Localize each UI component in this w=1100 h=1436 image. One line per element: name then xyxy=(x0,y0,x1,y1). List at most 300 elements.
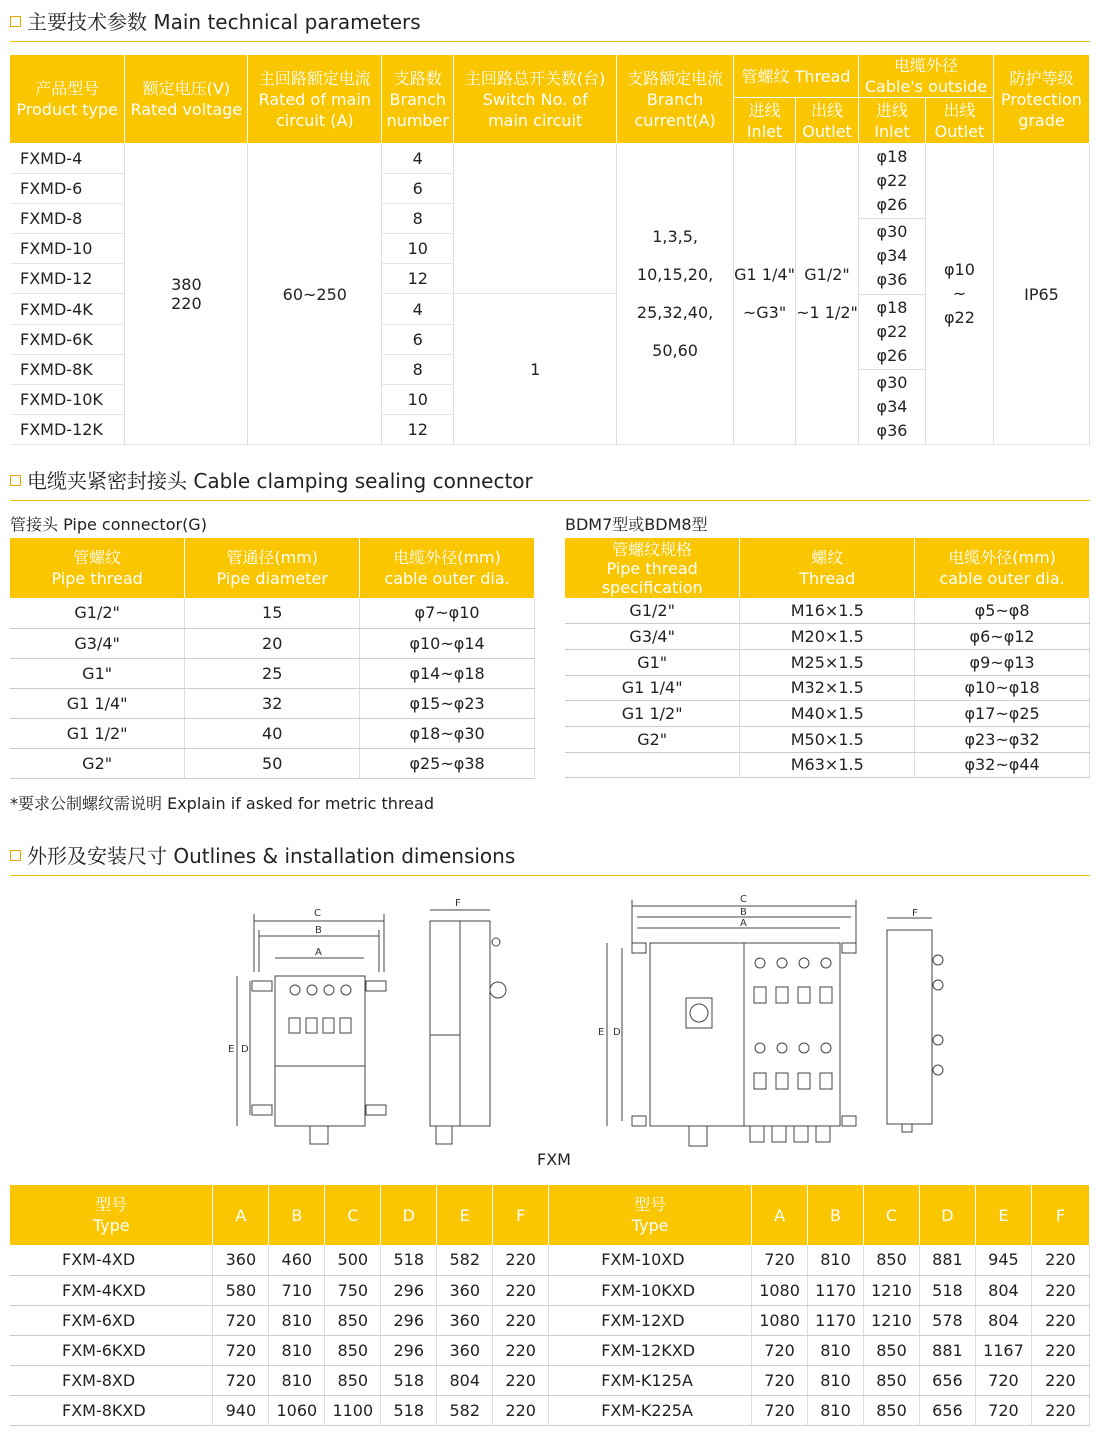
table-cell: 804 xyxy=(437,1365,493,1395)
table-cell: 220 xyxy=(493,1245,549,1275)
table-cell: φ14~φ18 xyxy=(360,658,535,688)
cable-size: φ34 xyxy=(876,396,908,416)
cable-inlet-group xyxy=(859,144,925,219)
table-cell: G1/2" xyxy=(565,598,740,624)
cable-size: φ36 xyxy=(876,270,908,290)
table-cell: 850 xyxy=(325,1365,381,1395)
header-text: Outlet xyxy=(802,121,852,141)
dim-header-col: B xyxy=(808,1185,864,1245)
section-title-tech-text: 主要技术参数 Main technical parameters xyxy=(27,10,421,34)
enclosure-side xyxy=(887,930,932,1124)
gland-icon xyxy=(436,1126,452,1144)
dim-label-e: E xyxy=(228,1044,235,1055)
table-cell-type: FXM-8XD xyxy=(10,1365,213,1395)
breaker-icon xyxy=(798,987,810,1003)
section-title-cable xyxy=(10,465,533,494)
table-cell: 582 xyxy=(437,1395,493,1425)
pipe-caption: 管接头 Pipe connector(G) xyxy=(10,515,207,534)
table-cell: G2" xyxy=(565,726,740,752)
table-cell-type: FXMD-10K xyxy=(10,385,125,415)
header-cable-outlet xyxy=(925,98,993,144)
header-text: Pipe diameter xyxy=(216,569,328,588)
dim-label-e: E xyxy=(598,1027,605,1038)
table-row xyxy=(10,688,535,718)
header-text: 电缆外径 xyxy=(893,56,958,75)
table-cell: 656 xyxy=(919,1365,975,1395)
pipe-connector-table xyxy=(10,538,535,779)
breaker-icon xyxy=(754,1073,766,1089)
header-text: Inlet xyxy=(746,121,783,141)
table-cell: 810 xyxy=(269,1305,325,1335)
table-cell-branch: 10 xyxy=(382,234,454,264)
table-cell: M25×1.5 xyxy=(740,649,915,675)
gland-icon xyxy=(794,1126,808,1142)
table-cell: 25 xyxy=(185,658,360,688)
table-row xyxy=(10,658,535,688)
table-cell: 518 xyxy=(381,1365,437,1395)
table-cell: 1100 xyxy=(325,1395,381,1425)
dim-label-f: F xyxy=(455,898,461,909)
cable-size: φ18 xyxy=(876,297,908,317)
table-cell: 850 xyxy=(864,1335,920,1365)
table-cell: φ25~φ38 xyxy=(360,748,535,778)
indicator-icon xyxy=(821,1043,831,1053)
header-protection-grade xyxy=(993,55,1089,144)
table-cell: φ7~φ10 xyxy=(360,598,535,628)
section-title-tech xyxy=(10,6,421,35)
table-cell-type: FXM-10XD xyxy=(549,1245,752,1275)
square-bullet-icon xyxy=(10,850,21,861)
metric-note: *要求公制螺纹需说明 Explain if asked for metric thread xyxy=(10,794,434,813)
table-cell-type: FXM-10KXD xyxy=(549,1275,752,1305)
table-cell: 296 xyxy=(381,1305,437,1335)
drawing-small-front xyxy=(237,910,506,1144)
header-text: 型号 xyxy=(95,1195,128,1214)
dim-label-c: C xyxy=(314,908,321,919)
dim-labels xyxy=(228,894,918,1055)
cable-size: φ26 xyxy=(876,195,908,215)
cable-outlet-line: φ22 xyxy=(943,308,975,327)
table-cell-type: FXM-12KXD xyxy=(549,1335,752,1365)
table-cell: 500 xyxy=(325,1245,381,1275)
cell-switch: 1 xyxy=(454,294,617,445)
table-cell-branch: 4 xyxy=(382,294,454,325)
table-cell: 518 xyxy=(919,1275,975,1305)
table-cell: 881 xyxy=(919,1335,975,1365)
cell-switch-empty xyxy=(454,144,617,294)
table-cell: 720 xyxy=(213,1305,269,1335)
table-cell-type: FXMD-8 xyxy=(10,204,125,234)
table-row xyxy=(10,1365,1090,1395)
table-cell: φ6~φ12 xyxy=(915,624,1090,650)
indicator-icon xyxy=(341,985,351,995)
mount-lug xyxy=(252,981,272,991)
dimension-table xyxy=(10,1185,1090,1426)
drawing-large-front xyxy=(607,900,943,1146)
mount-lug xyxy=(632,1116,646,1126)
cable-size: φ18 xyxy=(876,147,908,167)
table-cell: φ15~φ23 xyxy=(360,688,535,718)
header-thread xyxy=(734,55,859,98)
header-text: 螺纹 xyxy=(811,548,844,567)
table-cell: 656 xyxy=(919,1395,975,1425)
dim-header-col: B xyxy=(269,1185,325,1245)
table-row xyxy=(10,598,535,628)
square-bullet-icon xyxy=(10,475,21,486)
table-cell: 220 xyxy=(1031,1395,1089,1425)
table-cell: 220 xyxy=(493,1305,549,1335)
header-text: Protection xyxy=(1000,89,1082,109)
breaker-icon xyxy=(323,1018,334,1033)
pipe-table-body xyxy=(10,598,535,778)
dim-header-type xyxy=(10,1185,213,1245)
table-cell: 720 xyxy=(752,1395,808,1425)
table-cell: G1" xyxy=(10,658,185,688)
indicator-icon xyxy=(307,985,317,995)
table-cell: 810 xyxy=(808,1245,864,1275)
breaker-icon xyxy=(820,1073,832,1089)
enclosure-front xyxy=(275,976,365,1126)
table-row xyxy=(565,675,1090,701)
table-cell: G2" xyxy=(10,748,185,778)
table-cell: 20 xyxy=(185,628,360,658)
dim-label-d: D xyxy=(613,1027,621,1038)
table-cell: 850 xyxy=(325,1305,381,1335)
table-cell: M16×1.5 xyxy=(740,598,915,624)
table-cell: 296 xyxy=(381,1335,437,1365)
table-cell: 720 xyxy=(213,1365,269,1395)
table-cell: 720 xyxy=(752,1335,808,1365)
mount-lug xyxy=(366,1105,386,1115)
table-cell: 578 xyxy=(919,1305,975,1335)
table-cell: 750 xyxy=(325,1275,381,1305)
table-row xyxy=(10,1305,1090,1335)
table-cell: 15 xyxy=(185,598,360,628)
table-cell: φ17~φ25 xyxy=(915,701,1090,727)
dim-label-f: F xyxy=(912,908,918,919)
table-cell-type: FXMD-12K xyxy=(10,415,125,445)
header-cable-outside xyxy=(859,55,994,98)
table-cell: 518 xyxy=(381,1395,437,1425)
knob-icon xyxy=(933,1035,943,1045)
gland-icon xyxy=(310,1126,328,1144)
header-text: 电缆外径(mm) xyxy=(948,548,1056,567)
table-cell: 1060 xyxy=(269,1395,325,1425)
bdm-table xyxy=(565,538,1090,778)
dim-header-type xyxy=(549,1185,752,1245)
cell-cable-inlet xyxy=(859,144,926,445)
table-cell: 850 xyxy=(325,1335,381,1365)
header-text: Switch No. of xyxy=(482,89,588,109)
cable-size: φ22 xyxy=(876,171,908,191)
table-cell: 582 xyxy=(437,1245,493,1275)
table-cell: G1 1/4" xyxy=(10,688,185,718)
header-main-current xyxy=(248,55,382,144)
gland-icon xyxy=(772,1126,786,1142)
table-cell-type: FXM-K225A xyxy=(549,1395,752,1425)
table-cell: 1170 xyxy=(808,1305,864,1335)
dim-header-col: E xyxy=(975,1185,1031,1245)
table-cell-type: FXMD-4K xyxy=(10,294,125,325)
header-text: 型号 xyxy=(634,1195,667,1214)
table-cell-type: FXM-6XD xyxy=(10,1305,213,1335)
table-cell: 1080 xyxy=(752,1275,808,1305)
table-cell-type: FXMD-6 xyxy=(10,174,125,204)
outline-drawing xyxy=(0,880,1100,1180)
indicator-icon xyxy=(777,958,787,968)
gland-icon xyxy=(816,1126,830,1142)
table-cell-branch: 12 xyxy=(382,415,454,445)
table-cell: φ9~φ13 xyxy=(915,649,1090,675)
thread-inlet-line: ~G3" xyxy=(742,303,787,322)
cell-main-current: 60~250 xyxy=(248,144,382,445)
cell-cable-outlet xyxy=(925,144,993,445)
header-text: Inlet xyxy=(874,121,910,141)
dim-label-b: B xyxy=(315,925,322,936)
section-divider xyxy=(10,41,1090,42)
table-row xyxy=(565,649,1090,675)
header-text: 进线 xyxy=(875,100,908,120)
table-cell: M32×1.5 xyxy=(740,675,915,701)
knob-icon xyxy=(490,982,506,998)
table-cell: 1210 xyxy=(864,1275,920,1305)
header-text: 管螺纹 Thread xyxy=(741,66,851,86)
header-text: cable outer dia. xyxy=(384,569,510,588)
header-text: Type xyxy=(631,1216,669,1235)
header-cable-inlet xyxy=(859,98,926,144)
table-cell: M40×1.5 xyxy=(740,701,915,727)
table-cell: 945 xyxy=(975,1245,1031,1275)
pipe-header xyxy=(10,538,185,598)
header-branch-number xyxy=(382,55,454,144)
dim-header-col: C xyxy=(864,1185,920,1245)
table-row xyxy=(565,624,1090,650)
breaker-icon xyxy=(754,987,766,1003)
table-cell-type: FXM-8KXD xyxy=(10,1395,213,1425)
table-cell: 220 xyxy=(493,1395,549,1425)
table-cell-type: FXMD-12 xyxy=(10,264,125,294)
header-text: 出线 xyxy=(811,100,844,120)
table-cell: 850 xyxy=(864,1245,920,1275)
indicator-icon xyxy=(821,958,831,968)
dim-header-col: C xyxy=(325,1185,381,1245)
knob-icon xyxy=(933,1065,943,1075)
dim-label-c: C xyxy=(740,894,747,905)
section-divider xyxy=(10,875,1090,876)
cell-thread-outlet xyxy=(796,144,859,445)
dimension-table-body xyxy=(10,1245,1090,1425)
indicator-icon xyxy=(777,1043,787,1053)
header-text: cable outer dia. xyxy=(939,569,1065,588)
cell-thread-inlet xyxy=(734,144,796,445)
table-cell: 810 xyxy=(808,1335,864,1365)
table-cell: M50×1.5 xyxy=(740,726,915,752)
thread-inlet-line: G1 1/4" xyxy=(734,265,795,284)
table-cell: 220 xyxy=(1031,1245,1089,1275)
table-cell: 1170 xyxy=(808,1275,864,1305)
breaker-icon xyxy=(306,1018,317,1033)
table-cell: 518 xyxy=(381,1245,437,1275)
table-cell-type: FXM-12XD xyxy=(549,1305,752,1335)
table-cell: 220 xyxy=(493,1335,549,1365)
table-cell: M63×1.5 xyxy=(740,752,915,778)
dim-label-a: A xyxy=(315,947,322,958)
table-cell: 881 xyxy=(919,1245,975,1275)
section-title-cable-text: 电缆夹紧密封接头 Cable clamping sealing connector xyxy=(27,469,533,493)
header-text: Type xyxy=(92,1216,130,1235)
mount-lug xyxy=(632,943,646,953)
indicator-icon xyxy=(755,958,765,968)
branch-current-line: 10,15,20, xyxy=(636,265,714,284)
knob-icon xyxy=(933,955,943,965)
indicator-icon xyxy=(799,1043,809,1053)
pipe-header xyxy=(360,538,535,598)
table-cell: 50 xyxy=(185,748,360,778)
table-cell: 360 xyxy=(213,1245,269,1275)
bdm-caption: BDM7型或BDM8型 xyxy=(565,515,708,534)
table-cell: 220 xyxy=(1031,1335,1089,1365)
header-thread-inlet xyxy=(734,98,796,144)
bdm-header xyxy=(565,538,740,598)
table-cell: φ10~φ14 xyxy=(360,628,535,658)
gland-icon xyxy=(902,1124,912,1132)
table-cell-type: FXMD-10 xyxy=(10,234,125,264)
dim-header-col: F xyxy=(493,1185,549,1245)
table-row xyxy=(10,1395,1090,1425)
table-row xyxy=(10,748,535,778)
cable-outlet-line: ~ xyxy=(952,284,967,303)
branch-current-line: 25,32,40, xyxy=(636,303,714,322)
header-product-type xyxy=(10,55,125,144)
header-text: circuit (A) xyxy=(275,110,354,130)
header-text: 管螺纹 xyxy=(73,548,122,567)
table-cell: 850 xyxy=(864,1395,920,1425)
cable-size: φ22 xyxy=(876,321,908,341)
table-cell: M20×1.5 xyxy=(740,624,915,650)
section-title-outline xyxy=(10,840,515,869)
table-cell: 40 xyxy=(185,718,360,748)
table-cell: 720 xyxy=(975,1365,1031,1395)
table-cell: 720 xyxy=(752,1365,808,1395)
header-text: Rated of main xyxy=(258,89,372,109)
table-cell-branch: 12 xyxy=(382,264,454,294)
dim-header-col: A xyxy=(213,1185,269,1245)
square-bullet-icon xyxy=(10,16,21,27)
table-cell: 220 xyxy=(1031,1275,1089,1305)
table-row xyxy=(565,701,1090,727)
table-cell: 460 xyxy=(269,1245,325,1275)
cable-size: φ30 xyxy=(876,222,908,242)
table-cell: 360 xyxy=(437,1335,493,1365)
header-text: Product type xyxy=(16,100,118,119)
enclosure-side-body xyxy=(430,921,460,1126)
table-cell: 720 xyxy=(213,1335,269,1365)
voltage-value: 220 xyxy=(171,294,202,313)
header-rated-voltage xyxy=(125,55,248,144)
table-cell: G3/4" xyxy=(565,624,740,650)
header-text: Pipe thread xyxy=(51,569,143,588)
table-cell-type: FXM-4KXD xyxy=(10,1275,213,1305)
main-technical-table xyxy=(10,55,1090,445)
mount-lug xyxy=(366,981,386,991)
table-cell: 810 xyxy=(808,1395,864,1425)
bdm-table-body xyxy=(565,598,1090,778)
section-divider xyxy=(10,500,1090,501)
table-cell: 296 xyxy=(381,1275,437,1305)
table-cell: φ5~φ8 xyxy=(915,598,1090,624)
table-cell: 580 xyxy=(213,1275,269,1305)
table-cell: 32 xyxy=(185,688,360,718)
table-cell-type: FXMD-8K xyxy=(10,355,125,385)
mount-lug xyxy=(842,943,856,953)
cable-inlet-group xyxy=(859,219,925,294)
breaker-icon xyxy=(820,987,832,1003)
header-thread-outlet xyxy=(796,98,859,144)
header-text: grade xyxy=(1018,110,1065,130)
mount-lug xyxy=(842,1116,856,1126)
table-row xyxy=(10,1335,1090,1365)
indicator-icon xyxy=(324,985,334,995)
table-row xyxy=(10,628,535,658)
breaker-icon xyxy=(289,1018,300,1033)
table-row xyxy=(565,726,1090,752)
table-cell: 1167 xyxy=(975,1335,1031,1365)
table-cell: 810 xyxy=(808,1365,864,1395)
table-cell: 220 xyxy=(493,1275,549,1305)
header-text: Pipe thread xyxy=(606,558,698,578)
main-switch-knob xyxy=(690,1004,708,1022)
header-text: Cable's outside xyxy=(864,77,988,96)
table-cell-type: FXMD-6K xyxy=(10,325,125,355)
cable-inlet-groups xyxy=(859,144,925,444)
header-text: Rated voltage xyxy=(130,100,243,119)
dim-label-d: D xyxy=(241,1044,249,1055)
table-cell: 220 xyxy=(1031,1305,1089,1335)
breaker-icon xyxy=(340,1018,351,1033)
table-cell: 220 xyxy=(1031,1365,1089,1395)
table-cell: G1 1/2" xyxy=(565,701,740,727)
voltage-value: 380 xyxy=(171,275,202,294)
table-row xyxy=(565,752,1090,778)
header-text: specification xyxy=(601,577,703,597)
thread-outlet-line: G1/2" xyxy=(804,265,850,284)
table-cell: 720 xyxy=(975,1395,1031,1425)
header-text: 支路额定电流 xyxy=(627,68,724,88)
table-cell: 804 xyxy=(975,1305,1031,1335)
indicator-icon xyxy=(755,1043,765,1053)
table-cell: 710 xyxy=(269,1275,325,1305)
table-cell: φ32~φ44 xyxy=(915,752,1090,778)
header-text: current(A) xyxy=(634,110,716,130)
table-cell: 220 xyxy=(493,1365,549,1395)
table-cell-branch: 6 xyxy=(382,325,454,355)
table-cell: G1 1/4" xyxy=(565,675,740,701)
breaker-icon xyxy=(776,987,788,1003)
cable-inlet-group xyxy=(859,295,925,370)
breaker-icon xyxy=(798,1073,810,1089)
breaker-icon xyxy=(776,1073,788,1089)
section-title-outline-text: 外形及安装尺寸 Outlines & installation dimensions xyxy=(27,844,516,868)
table-cell: G1 1/2" xyxy=(10,718,185,748)
table-cell-branch: 8 xyxy=(382,355,454,385)
header-switch-number xyxy=(454,55,617,144)
drawing-caption: FXM xyxy=(537,1150,571,1169)
knob-icon xyxy=(933,980,943,990)
table-cell: 1210 xyxy=(864,1305,920,1335)
header-text: 产品型号 xyxy=(35,79,100,98)
table-cell-type: FXM-6KXD xyxy=(10,1335,213,1365)
table-cell: 810 xyxy=(269,1335,325,1365)
